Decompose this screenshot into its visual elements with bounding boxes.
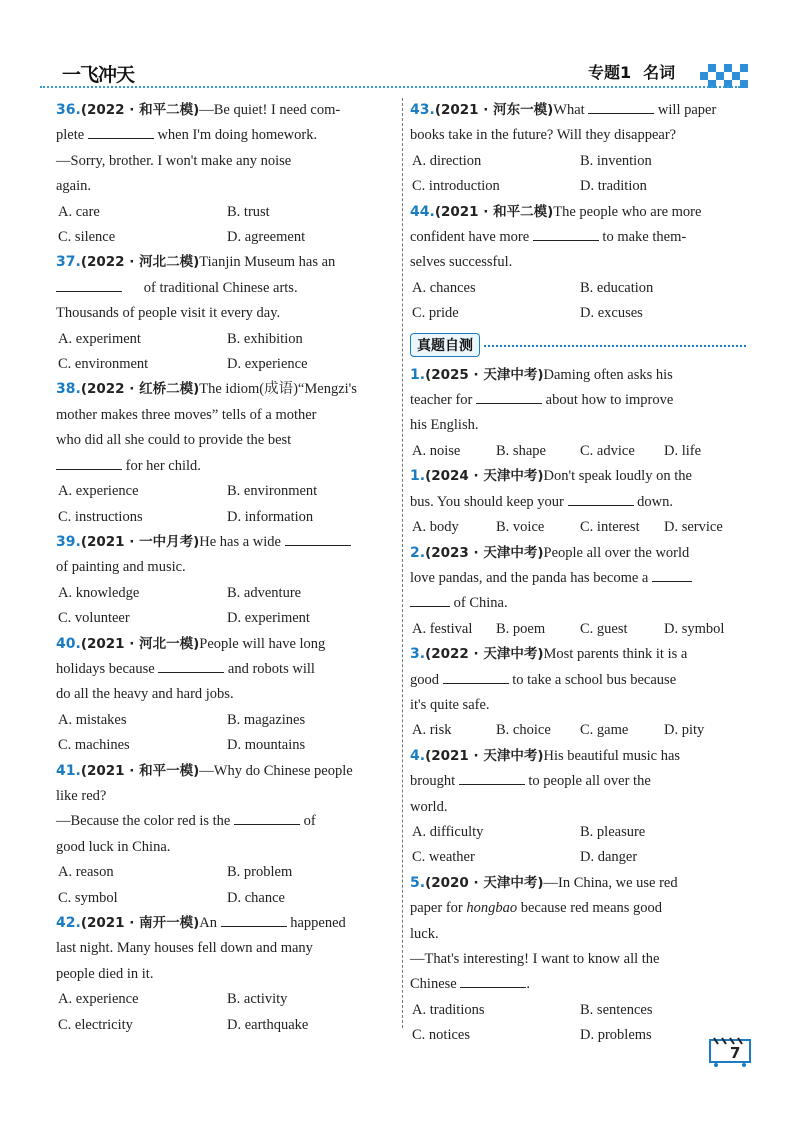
question-source: (2021 · 天津中考)	[425, 747, 544, 764]
option-c[interactable]: C. instructions	[58, 508, 143, 525]
test-question-3: 2.(2023 · 天津中考)People all over the world love pandas, and the panda has become a of China. A. festival B. poem C. guest D. symbol	[410, 541, 746, 643]
option-b[interactable]: B. education	[580, 279, 654, 296]
option-a[interactable]: A. experience	[58, 991, 139, 1008]
option-d[interactable]: D. experience	[227, 356, 308, 373]
topic-name: 名词	[643, 63, 676, 82]
question-number: 3.	[410, 646, 426, 663]
question-source: (2021 · 河东一模)	[434, 102, 554, 118]
answer-blank[interactable]	[476, 388, 542, 404]
options	[56, 860, 394, 911]
answer-blank-continued[interactable]	[410, 591, 450, 607]
header-divider	[40, 86, 740, 88]
question-number: 2.	[410, 544, 426, 561]
question-number: 37.	[56, 254, 81, 271]
option-d[interactable]: D. mountains	[227, 737, 306, 754]
option-a[interactable]: A. care	[58, 203, 100, 220]
question-38: 38.(2022 · 红桥二模)The idiom(成语)“Mengzi's mother makes three moves” tells of a mother who did all she could to provide the best for her child. A. experience B. environment C. instructions D. information	[56, 377, 394, 529]
option-c[interactable]: C. interest	[580, 519, 640, 536]
question-number: 44.	[410, 203, 435, 220]
section-dots	[484, 345, 746, 347]
topic-label	[588, 60, 675, 83]
option-b[interactable]: B. exhibition	[227, 330, 303, 347]
question-43: 43.(2021 · 河东一模)What will paper books take in the future? Will they disappear? A. direction B. invention C. introduction D. tradition	[410, 98, 746, 200]
options	[410, 617, 746, 642]
option-d[interactable]: D. pity	[664, 722, 705, 739]
question-number: 5.	[410, 874, 426, 891]
option-c[interactable]: C. machines	[58, 737, 130, 754]
question-40: 40.(2021 · 河北一模)People will have long holidays because and robots will do all the heavy and hard jobs. A. mistakes B. magazines C. machines D. mountains	[56, 632, 394, 759]
option-a[interactable]: A. knowledge	[58, 584, 140, 601]
question-number: 1.	[410, 366, 426, 383]
options	[410, 515, 746, 540]
test-question-6: 5.(2020 · 天津中考)—In China, we use red paper for hongbao because red means good luck. —That's interesting! I want to know all the Chinese . A. traditions B. sentences C. notices D. problems	[410, 871, 746, 1049]
question-number: 38.	[56, 381, 81, 398]
option-c[interactable]: C. game	[580, 722, 629, 739]
option-d[interactable]: D. problems	[580, 1027, 652, 1044]
answer-blank[interactable]	[56, 276, 122, 292]
option-d[interactable]: D. earthquake	[227, 1016, 309, 1033]
options	[410, 820, 746, 871]
question-source: (2021 · 河北一模)	[80, 635, 200, 652]
answer-blank[interactable]	[285, 530, 351, 546]
question-37: 37.(2022 · 河北二模)Tianjin Museum has an of traditional Chinese arts. Thousands of people visit it every day. A. experiment B. exhibition C. environment D. experience	[56, 250, 394, 377]
answer-blank[interactable]	[588, 98, 654, 114]
answer-blank[interactable]	[88, 123, 154, 139]
question-source: (2025 · 天津中考)	[425, 366, 544, 383]
option-c[interactable]: C. silence	[58, 229, 116, 246]
options	[410, 439, 746, 464]
test-question-1: 1.(2025 · 天津中考)Daming often asks his teacher for about how to improve his English. A. noise B. shape C. advice D. life	[410, 363, 746, 465]
answer-blank[interactable]	[221, 911, 287, 927]
section-title: 真题自测	[410, 333, 480, 357]
question-number: 40.	[56, 635, 81, 652]
option-d[interactable]: D. danger	[580, 849, 638, 866]
question-source: (2021 · 和平一模)	[80, 762, 200, 779]
question-source: (2023 · 天津中考)	[425, 544, 544, 561]
answer-blank[interactable]	[568, 490, 634, 506]
option-b[interactable]: B. environment	[227, 483, 318, 500]
option-a[interactable]: A. festival	[412, 620, 473, 637]
question-42: 42.(2021 · 南开一模)An happened last night. Many houses fell down and many people died in it. A. experience B. activity C. electricity D. earthquake	[56, 911, 394, 1038]
answer-blank[interactable]	[533, 225, 599, 241]
option-d[interactable]: D. life	[664, 442, 702, 459]
option-b[interactable]: B. shape	[496, 442, 546, 459]
right-column	[410, 98, 746, 1049]
section-header	[410, 327, 746, 363]
checker-decoration-icon	[700, 58, 748, 88]
topic-number: 专题1	[588, 63, 632, 82]
option-b[interactable]: B. poem	[496, 620, 546, 637]
question-number: 41.	[56, 762, 81, 779]
option-a[interactable]: A. difficulty	[412, 823, 484, 840]
option-a[interactable]: A. traditions	[412, 1001, 485, 1018]
option-c[interactable]: C. introduction	[412, 178, 500, 195]
options	[410, 276, 746, 327]
options	[410, 149, 746, 200]
option-d[interactable]: D. information	[227, 508, 314, 525]
option-d[interactable]: D. excuses	[580, 305, 643, 322]
option-b[interactable]: B. sentences	[580, 1001, 653, 1018]
question-source: (2022 · 河北二模)	[80, 254, 200, 271]
question-number: 42.	[56, 915, 81, 931]
option-c[interactable]: C. notices	[412, 1027, 470, 1044]
option-a[interactable]: A. mistakes	[58, 711, 127, 728]
options	[56, 200, 394, 251]
option-d[interactable]: D. chance	[227, 889, 285, 906]
option-a[interactable]: A. chances	[412, 279, 476, 296]
answer-blank[interactable]	[459, 769, 525, 785]
brand-logo: 一飞冲天	[62, 64, 135, 86]
question-source: (2021 · 南开一模)	[80, 915, 200, 931]
question-number: 4.	[410, 747, 426, 764]
options	[56, 708, 394, 759]
page-number: 7	[730, 1044, 741, 1062]
option-b[interactable]: B. trust	[227, 203, 270, 220]
answer-blank[interactable]	[56, 454, 122, 470]
column-divider	[402, 98, 403, 1028]
answer-blank[interactable]	[234, 809, 300, 825]
option-c[interactable]: C. symbol	[58, 889, 118, 906]
option-b[interactable]: B. problem	[227, 864, 293, 881]
test-question-5: 4.(2021 · 天津中考)His beautiful music has brought to people all over the world. A. difficulty B. pleasure C. weather D. danger	[410, 744, 746, 871]
question-source: (2022 · 和平二模)	[80, 102, 200, 118]
option-c[interactable]: C. electricity	[58, 1016, 133, 1033]
option-c[interactable]: C. weather	[412, 849, 475, 866]
options	[56, 987, 394, 1038]
answer-blank[interactable]	[443, 668, 509, 684]
page-number-box	[708, 1036, 752, 1068]
question-source: (2024 · 天津中考)	[425, 468, 544, 485]
option-a[interactable]: A. noise	[412, 442, 461, 459]
option-b[interactable]: B. pleasure	[580, 823, 646, 840]
question-number: 1.	[410, 468, 426, 485]
options	[56, 327, 394, 378]
question-source: (2022 · 红桥二模)	[80, 381, 200, 398]
option-d[interactable]: D. symbol	[664, 620, 725, 637]
option-a[interactable]: A. body	[412, 519, 459, 536]
option-c[interactable]: C. guest	[580, 620, 628, 637]
options	[56, 581, 394, 632]
option-d[interactable]: D. agreement	[227, 229, 306, 246]
option-a[interactable]: A. reason	[58, 864, 114, 881]
question-number: 36.	[56, 102, 81, 118]
option-a[interactable]: A. experiment	[58, 330, 141, 347]
test-question-4: 3.(2022 · 天津中考)Most parents think it is a good to take a school bus because it's quite safe. A. risk B. choice C. game D. pity	[410, 642, 746, 744]
option-d[interactable]: D. experiment	[227, 610, 310, 627]
option-b[interactable]: B. invention	[580, 152, 652, 169]
options	[56, 479, 394, 530]
question-36: 36.(2022 · 和平二模)—Be quiet! I need com- plete when I'm doing homework. —Sorry, brother. I won't make any noise again. A. care B. trust C. silence D. agreement	[56, 98, 394, 250]
option-d[interactable]: D. tradition	[580, 178, 647, 195]
left-column	[56, 98, 394, 1038]
option-a[interactable]: A. direction	[412, 152, 482, 169]
option-b[interactable]: B. magazines	[227, 711, 306, 728]
option-b[interactable]: B. activity	[227, 991, 288, 1008]
option-c[interactable]: C. environment	[58, 356, 149, 373]
answer-blank[interactable]	[158, 657, 224, 673]
option-c[interactable]: C. advice	[580, 442, 635, 459]
question-number: 43.	[410, 102, 435, 118]
question-44: 44.(2021 · 和平二模)The people who are more confident have more to make them- selves successful. A. chances B. education C. pride D. excuses	[410, 200, 746, 327]
test-question-2: 1.(2024 · 天津中考)Don't speak loudly on the bus. You should keep your down. A. body B. voice C. interest D. service	[410, 464, 746, 540]
question-source: (2021 · 一中月考)	[80, 533, 200, 550]
question-source: (2020 · 天津中考)	[425, 874, 544, 891]
options	[410, 718, 746, 743]
option-b[interactable]: B. voice	[496, 519, 545, 536]
answer-blank[interactable]	[460, 972, 526, 988]
option-c[interactable]: C. volunteer	[58, 610, 130, 627]
option-b[interactable]: B. adventure	[227, 584, 302, 601]
option-d[interactable]: D. service	[664, 519, 723, 536]
answer-blank[interactable]	[652, 566, 692, 582]
question-39: 39.(2021 · 一中月考)He has a wide of painting and music. A. knowledge B. adventure C. volunteer D. experiment	[56, 530, 394, 632]
question-source: (2021 · 和平二模)	[434, 203, 554, 220]
option-a[interactable]: A. experience	[58, 483, 139, 500]
option-b[interactable]: B. choice	[496, 722, 551, 739]
option-a[interactable]: A. risk	[412, 722, 452, 739]
options	[410, 998, 746, 1049]
option-c[interactable]: C. pride	[412, 305, 459, 322]
question-41: 41.(2021 · 和平一模)—Why do Chinese people like red? —Because the color red is the of good luck in China. A. reason B. problem C. symbol D. chance	[56, 759, 394, 911]
question-source: (2022 · 天津中考)	[425, 646, 544, 663]
question-number: 39.	[56, 533, 81, 550]
